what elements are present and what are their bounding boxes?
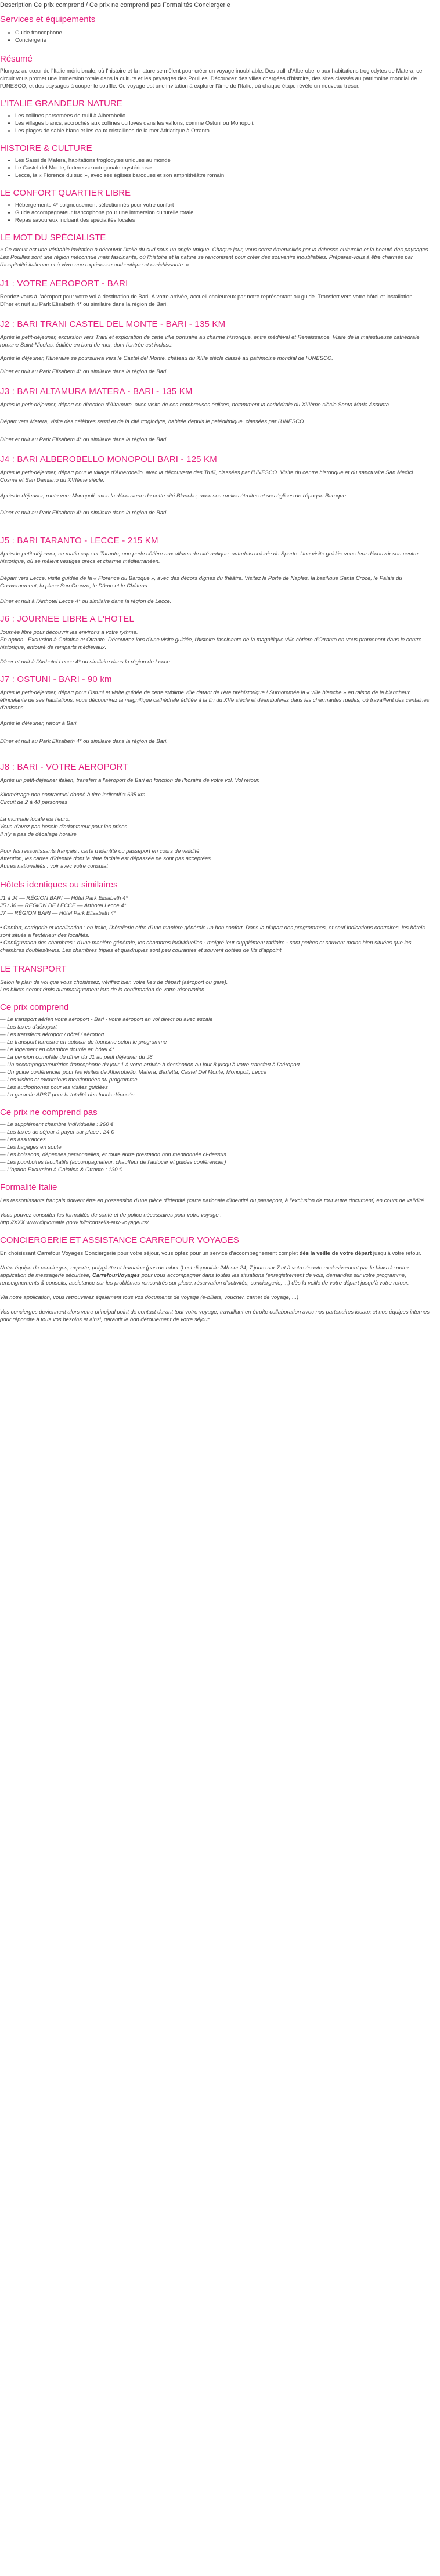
grandeur-list (0, 112, 431, 135)
list-item: — Les bagages en soute (0, 1144, 62, 1150)
day-paragraph: Après le petit-déjeuner, départ pour le village d'Alberobello, avec la découverte des Trulli, classées par l'UNESCO. Visite du centre historique et du sanctuaire San Medici Cosma et San Damiano du XVIème siècle. (0, 470, 413, 484)
hotel-line: J7 — RÉGION BARI — Hôtel Park Elisabeth 4* (0, 910, 116, 917)
transport-title: LE TRANSPORT (0, 964, 67, 974)
list-item: — Un guide conférencier pour les visites de Alberobello, Matera, Barletta, Castel Del Monte, Monopoli, Lecce (0, 1069, 267, 1076)
formalites-title: Formalité Italie (0, 1182, 57, 1192)
day-paragraph: Départ vers Matera, visite des célèbres sassi et de la cité troglodyte, habitée depuis le paléolithique, classées par l'UNESCO. (0, 418, 306, 425)
hotel-line: J5 / J6 — RÉGION DE LECCE — Arthotel Lecce 4* (0, 903, 127, 909)
list-item: — L'option Excursion à Galatina & Otranto : 130 € (0, 1167, 122, 1173)
day-paragraph: Dîner et nuit au Park Elisabeth 4* ou similaire dans la région de Bari. (0, 510, 168, 516)
conciergerie-paragraph (0, 1264, 431, 1287)
list-item: • Hébergements 4* soigneusement sélectionnés pour votre confort (15, 201, 431, 209)
list-item: — La garantie APST pour la totalité des fonds déposés (0, 1092, 135, 1098)
list-item: • Lecce, la « Florence du sud », avec ses églises baroques et son amphithéâtre romain (15, 172, 431, 179)
list-item: — La pension complète du dîner du J1 au petit déjeuner du J8 (0, 1054, 153, 1060)
list-item: — Les boissons, dépenses personnelles, et toute autre prestation non mentionnée ci-dessus (0, 1152, 226, 1158)
list-item: • Le Castel del Monte, forteresse octogonale mystérieuse (15, 164, 431, 172)
day-paragraph: Départ vers Lecce, visite guidée de la « Florence du Baroque », avec des décors dignes du théâtre. Visitez la Porte de Naples, la basilique Santa Croce, le Palais du Gouvernement, la place San Oronzo, le Dôme et le Château. (0, 575, 402, 589)
text-segment-bold: CarrefourVoyages (92, 1272, 140, 1279)
grandeur-title: L'ITALIE GRANDEUR NATURE (0, 99, 122, 109)
day-paragraph: Après le petit-déjeuner, ce matin cap sur Taranto, une perle côtière aux allures de cité antique, autrefois colonie de Sparte. Une visite guidée vous fera découvrir son centre historique, où se mêlent vestiges grecs et charme méditerranéen. (0, 551, 419, 565)
list-item: • Guide accompagnateur francophone pour une immersion culturelle totale (15, 209, 431, 217)
list-item: — Les transferts aéroport / hôtel / aéroport (0, 1031, 104, 1038)
day-title: J3 : BARI ALTAMURA MATERA - BARI - 135 KM (0, 387, 193, 396)
resume-text: Plongez au cœur de l'Italie méridionale, où l'histoire et la nature se mêlent pour créer un voyage inoubliable. Des trulli d'Alberobello aux habitations troglodytes de Matera, ce circuit vous promet une immersion totale dans la culture et les paysages des Pouilles. Découvrez des villes chargées d'histoire, des sites classés au patrimoine mondial de l'UNESCO, et des paysages à couper le souffle. Ce voyage est une invitation à explorer l'âme de l'Italie, où chaque étape révèle un nouveau trésor. (0, 68, 423, 89)
list-item: • Les villages blancs, accrochés aux collines ou lovés dans les vallons, comme Ostuni ou Monopoli. (15, 120, 431, 127)
comprend-title: Ce prix comprend (0, 1002, 69, 1012)
culture-list (0, 157, 431, 179)
day-paragraph: Dîner et nuit à l'Arthotel Lecce 4* ou similaire dans la région de Lecce. (0, 659, 172, 665)
day-paragraph: Pour les ressortissants français : carte d'identité ou passeport en cours de validité Attention, les cartes d'identité dont la date faciale est dépassée ne sont pas acceptées. Autres nationalités : voir avec votre consulat (0, 848, 212, 870)
specialiste-quote: « Ce circuit est une véritable invitation à découvrir l'Italie du sud sous un angle unique. Chaque jour, vous serez émerveillés par la richesse culturelle et la beauté des paysages. Les Pouilles sont une région méconnue mais fascinante, où l'histoire et la nature se rencontrent pour créer des souvenirs inoubliables. Préparez-vous à être charmés par l'hospitalité italienne et à vivre une expérience authentique et enrichissante. » (0, 247, 430, 268)
day-paragraph: La monnaie locale est l'euro. Vous n'avez pas besoin d'adaptateur pour les prises Il n'y a pas de décalage horaire (0, 816, 128, 838)
day-paragraph: Dîner et nuit au Park Elisabeth 4* ou similaire dans la région de Bari. (0, 436, 168, 443)
hotel-note: • Configuration des chambres : d'une manière générale, les chambres individuelles - malgré leur supplément tarifaire - sont petites et souvent moins bien situées que les chambres doubles/twins. Les chambres triples et quadruples sont peu courantes et souvent dotées de lits d'appoint. (0, 940, 412, 954)
list-item: — Les visites et excursions mentionnées au programme (0, 1077, 138, 1083)
conciergerie-paragraph: Via notre application, vous retrouverez également tous vos documents de voyage (e-billets, voucher, carnet de voyage, ...) (0, 1294, 299, 1301)
day-paragraph: Après le petit-déjeuner, excursion vers Trani et exploration de cette ville portuaire au charme historique, entre médiéval et Renaissance. Visite de la majestueuse cathédrale romane Saint-Nicolas, édifiée en bord de mer, dont l'entrée est incluse. (0, 334, 420, 348)
day-paragraph: Kilométrage non contractuel donné à titre indicatif ≈ 635 km Circuit de 2 à 48 personnes (0, 792, 146, 806)
text-segment: pour vous accompagner dans toutes les situations (enregistrement de vols, demandes sur votre programme, renseignements & conseils, assistance sur les problèmes rencontrés sur place, réservation d'activités, conciergerie, ...) dès la veille de votre départ jusqu'à votre retour. (0, 1272, 409, 1286)
conciergerie-title: CONCIERGERIE ET ASSISTANCE CARREFOUR VOYAGES (0, 1235, 239, 1245)
list-item: — Les pourboires facultatifs (accompagnateur, chauffeur de l'autocar et guides conférencier) (0, 1159, 226, 1166)
day-title: J8 : BARI - VOTRE AEROPORT (0, 762, 128, 772)
text-segment-bold: dès la veille de votre départ (299, 1250, 372, 1257)
day-title: J4 : BARI ALBEROBELLO MONOPOLI BARI - 125 KM (0, 454, 217, 464)
text-segment: En choisissant Carrefour Voyages Conciergerie pour votre séjour, vous optez pour un service d'accompagnement complet (0, 1250, 300, 1257)
list-item: • Les plages de sable blanc et les eaux cristallines de la mer Adriatique à Otranto (15, 127, 431, 135)
day-title: J6 : JOURNEE LIBRE A L'HOTEL (0, 614, 135, 624)
list-item: — Le transport terrestre en autocar de tourisme selon le programme (0, 1039, 167, 1045)
list-item: — Le logement en chambre double en hôtel 4* (0, 1047, 114, 1053)
text-segment: Notre équipe de concierges, experte, polyglotte et humaine (pas de robot !) est disponible 24h sur 24, 7 jours sur 7 et à votre écoute exclusivement par le biais de notre application de messagerie sécurisée, (0, 1265, 409, 1279)
list-item: • Les Sassi de Matera, habitations troglodytes uniques au monde (15, 157, 431, 164)
tab-line: Description Ce prix comprend / Ce prix ne comprend pas Formalités Conciergerie (0, 2, 230, 9)
list-item: • Repas savoureux incluant des spécialités locales (15, 217, 431, 224)
specialiste-title: LE MOT DU SPÉCIALISTE (0, 233, 106, 243)
day-paragraph: Après le petit-déjeuner, départ en direction d'Altamura, avec visite de ces nombreuses églises, notamment la cathédrale du XIIIème siècle Santa Maria Assunta. (0, 402, 391, 408)
hotels-title: Hôtels identiques ou similaires (0, 880, 118, 890)
ne-comprend-title: Ce prix ne comprend pas (0, 1107, 98, 1117)
hotel-note: • Confort, catégorie et localisation : en Italie, l'hôtellerie offre d'une manière générale un bon confort. Dans la plupart des programmes, et sauf indications contraires, les hôtels sont situés à l'extérieur des localités. (0, 925, 425, 939)
services-title: Services et équipements (0, 15, 96, 24)
day-paragraph: Après le déjeuner, route vers Monopoli, avec la découverte de cette cité Blanche, avec ses ruelles étroites et ses églises de l'époque Baroque. (0, 493, 348, 499)
hotel-line: J1 à J4 — RÉGION BARI — Hôtel Park Elisabeth 4* (0, 895, 128, 901)
resume-title: Résumé (0, 54, 33, 64)
day-paragraph: Dîner et nuit à l'Arthotel Lecce 4* ou similaire dans la région de Lecce. (0, 598, 172, 605)
day-paragraph: Dîner et nuit au Park Elisabeth 4* ou similaire dans la région de Bari. (0, 301, 168, 308)
formalites-text: Les ressortissants français doivent être en possession d'une pièce d'identité (carte nationale d'identité ou passeport, à l'exclusion de tout autre document) en cours de validité. (0, 1197, 425, 1204)
day-title: J2 : BARI TRANI CASTEL DEL MONTE - BARI - 135 KM (0, 319, 226, 329)
ne-comprend-list (0, 1121, 431, 1174)
text-segment: jusqu'à votre retour. (372, 1250, 422, 1257)
list-item: • Guide francophone (15, 29, 431, 37)
list-item: — Le transport aérien votre aéroport - Bari - votre aéroport en vol direct ou avec escale (0, 1016, 213, 1023)
day-paragraph: Journée libre pour découvrir les environs à votre rythme. En option : Excursion à Galatina et Otranto. Découvrez lors d'une visite guidée, l'histoire fascinante de la magnifique ville côtière d'Otranto en vous promenant dans le centre historique, entouré de remparts médiévaux. (0, 629, 422, 651)
day-paragraph: Rendez-vous à l'aéroport pour votre vol à destination de Bari. À votre arrivée, accueil chaleureux par notre représentant ou guide. Transfert vers votre hôtel et installation. (0, 294, 414, 300)
day-paragraph: Après le déjeuner, retour à Bari. (0, 720, 78, 727)
day-title: J1 : VOTRE AEROPORT - BARI (0, 279, 128, 288)
day-title: J5 : BARI TARANTO - LECCE - 215 KM (0, 536, 158, 546)
list-item: — Les audiophones pour les visites guidées (0, 1084, 108, 1091)
conciergerie-paragraph (0, 1250, 431, 1257)
list-item: • Conciergerie (15, 37, 431, 44)
list-item: — Un accompagnateur/trice francophone du jour 1 à votre arrivée à destination au jour 8 jusqu'à votre transfert à l'aéroport (0, 1062, 300, 1068)
conciergerie-paragraph: Vos concierges deviennent alors votre principal point de contact durant tout votre voyage, travaillant en étroite collaboration avec nos partenaires locaux et nos équipes internes pour répondre à tous vos besoins et ainsi, garantir le bon déroulement de votre séjour. (0, 1309, 430, 1323)
services-list (0, 29, 431, 44)
confort-title: LE CONFORT QUARTIER LIBRE (0, 188, 131, 198)
culture-title: HISTOIRE & CULTURE (0, 143, 92, 153)
day-paragraph: Après le petit-déjeuner, départ pour Ostuni et visite guidée de cette sublime ville datant de l'ère préhistorique ! Surnommée la « ville blanche » en raison de la blancheur étincelante de ses habitations, vous découvrirez la magnifique cathédrale édifiée à la fin du XVe siècle et déambulerez dans les charmantes ruelles, où travaillent des centaines d'artisans. (0, 690, 430, 711)
list-item: — Le supplément chambre individuelle : 260 € (0, 1121, 114, 1128)
list-item: — Les taxes de séjour à payer sur place : 24 € (0, 1129, 114, 1135)
comprend-list (0, 1016, 431, 1099)
list-item: — Les taxes d'aéroport (0, 1024, 57, 1030)
list-item: — Les assurances (0, 1137, 46, 1143)
day-paragraph: Après un petit-déjeuner italien, transfert à l'aéroport de Bari en fonction de l'horaire de votre vol. Vol retour. (0, 777, 260, 784)
day-paragraph: Dîner et nuit au Park Elisabeth 4* ou similaire dans la région de Bari. (0, 738, 168, 745)
list-item: • Les collines parsemées de trulli à Alberobello (15, 112, 431, 120)
transport-text: Selon le plan de vol que vous choisissez, vérifiez bien votre lieu de départ (aéroport ou gare). Les billets seront émis automatiquement lors de la confirmation de votre réservation. (0, 979, 228, 993)
day-paragraph: Après le déjeuner, l'itinéraire se poursuivra vers le Castel del Monte, château du XIIIe siècle classé au patrimoine mondial de l'UNESCO. (0, 355, 333, 362)
day-paragraph: Dîner et nuit au Park Elisabeth 4* ou similaire dans la région de Bari. (0, 369, 168, 375)
confort-list (0, 201, 431, 224)
day-title: J7 : OSTUNI - BARI - 90 km (0, 674, 112, 684)
formalites-link-text: Vous pouvez consulter les formalités de santé et de police nécessaires pour votre voyage : http://XXX.www.diplomatie.gouv.fr/fr/conseils-aux-voyageurs/ (0, 1212, 222, 1226)
